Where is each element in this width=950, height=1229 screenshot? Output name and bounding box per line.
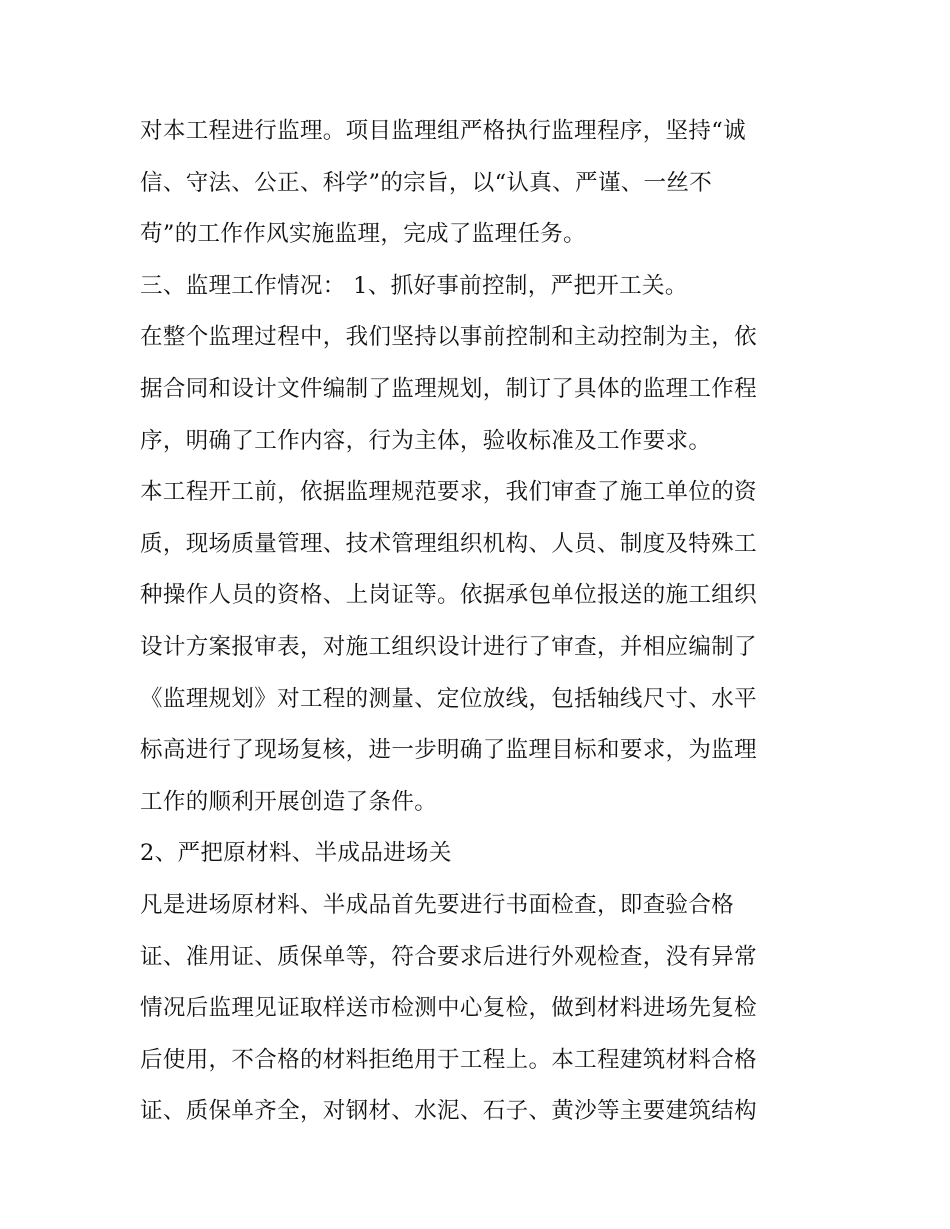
text-line: 证、准用证、质保单等，符合要求后进行外观检查，没有异常 <box>140 943 757 970</box>
text-line: 种操作人员的资格、上岗证等。依据承包单位报送的施工组织 <box>140 582 757 609</box>
text-line: 信、守法、公正、科学”的宗旨，以“认真、严谨、一丝不 <box>140 169 713 196</box>
text-line: 本工程开工前，依据监理规范要求，我们审查了施工单位的资 <box>140 479 757 506</box>
text-line: 对本工程进行监理。项目监理组严格执行监理程序，坚持“诚 <box>140 118 746 144</box>
text-line: 质，现场质量管理、技术管理组织机构、人员、制度及特殊工 <box>140 530 757 557</box>
text-line: 工作的顺利开展创造了条件。 <box>140 788 438 815</box>
text-line: 设计方案报审表，对施工组织设计进行了审查，并相应编制了 <box>140 633 757 660</box>
text-line: 苟”的工作作风实施监理，完成了监理任务。 <box>140 221 587 248</box>
text-line: 情况后监理见证取样送市检测中心复检，做到材料进场先复检 <box>140 995 757 1022</box>
text-line: 在整个监理过程中，我们坚持以事前控制和主动控制为主，依 <box>140 324 757 351</box>
text-line: 标高进行了现场复核，进一步明确了监理目标和要求，为监理 <box>140 737 757 764</box>
section-heading: 2、严把原材料、半成品进场关 <box>140 840 452 867</box>
text-line: 据合同和设计文件编制了监理规划，制订了具体的监理工作程 <box>140 375 757 402</box>
section-heading: 三、监理工作情况： 1、抓好事前控制，严把开工关。 <box>140 272 688 299</box>
text-line: 证、质保单齐全，对钢材、水泥、石子、黄沙等主要建筑结构 <box>140 1098 757 1125</box>
body-text <box>140 111 820 1143</box>
text-line: 序，明确了工作内容，行为主体，验收标准及工作要求。 <box>140 427 712 454</box>
text-line: 后使用，不合格的材料拒绝用于工程上。本工程建筑材料合格 <box>140 1046 757 1073</box>
text-line: 《监理规划》对工程的测量、定位放线，包括轴线尺寸、水平 <box>140 685 757 712</box>
text-line: 凡是进场原材料、半成品首先要进行书面检查，即查验合格 <box>140 891 735 918</box>
